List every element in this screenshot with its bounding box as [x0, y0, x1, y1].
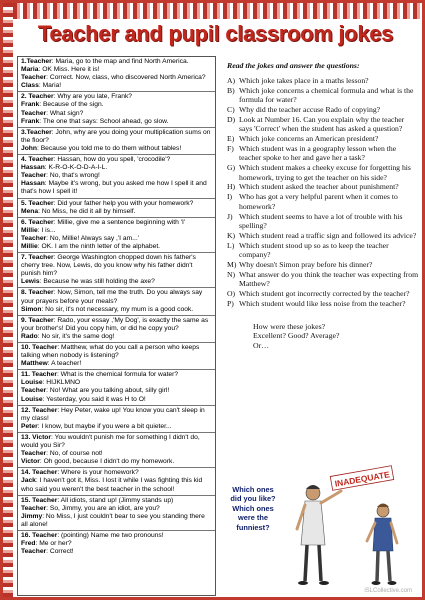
top-stripe-border: [3, 3, 422, 19]
question-item: [227, 144, 419, 163]
dialogue-text: What is the chemical formula for water?: [60, 371, 179, 379]
questions-list: [227, 76, 419, 308]
speaker-name: Peter: [21, 422, 38, 430]
dialogue-text: A teacher!: [51, 360, 82, 368]
speaker-name: John: [21, 144, 37, 152]
question-text: Which student asked the teacher about punishment?: [239, 182, 399, 192]
dialogue-text: Now, Simon, tell me the truth. Do you always say your prayers before your meals?: [21, 289, 203, 305]
speaker-name: 15. Teacher: [21, 496, 58, 504]
speaker-name: 10. Teacher: [21, 344, 58, 351]
dialogue-line: Louise: Yesterday, you said it was H to O!: [21, 395, 146, 403]
speaker-name: Louise: [21, 395, 43, 403]
dialogue-line: 15. Teacher: All idiots, stand up! (Jimmy stands up): [21, 496, 174, 504]
dialogue-text: Correct. Now, class, who discovered North America?: [49, 74, 206, 82]
joke-item: [18, 253, 215, 288]
speaker-name: Teacher: [21, 548, 47, 556]
question-text: Why doesn't Simon pray before his dinner?: [239, 259, 373, 269]
teacher-figure: [297, 485, 341, 585]
speaker-name: Hassan: [21, 164, 45, 172]
joke-item: [18, 316, 215, 343]
question-letter: C): [227, 105, 235, 115]
dialogue-text: No Miss, he did it all by himself.: [41, 207, 136, 215]
dialogue-text: Millie, give me a sentence beginning with 'I': [57, 218, 186, 226]
dialogue-text: Hassan, how do you spell, 'crocodile'?: [57, 156, 171, 164]
dialogue-text: Because he was still holding the axe?: [43, 278, 155, 286]
dialogue-line: Teacher: No, that's wrong!: [21, 172, 100, 180]
dialogue-line: 11. Teacher: What is the chemical formula for water?: [21, 371, 179, 379]
dialogue-line: Simon: No sir, it's not necessary, my mum is a good cook.: [21, 305, 194, 313]
speaker-name: Simon: [21, 305, 42, 313]
teacher-student-illustration: [279, 463, 419, 588]
joke-item: [18, 370, 215, 405]
question-text: Which student seems to have a lot of trouble with his spelling?: [239, 211, 403, 230]
dialogue-text: George Washington chopped down his father's cherry tree. Now, Lewis, do you know why his father didn't punish him?: [21, 254, 196, 278]
question-item: [227, 289, 419, 298]
joke-item: [18, 531, 215, 557]
dialogue-line: 1.Teacher: Maria, go to the map and find North America.: [21, 58, 189, 65]
dialogue-text: John, why are you doing your multiplication sums on the floor?: [21, 128, 211, 144]
question-item: [227, 76, 419, 85]
question-item: [227, 212, 419, 231]
dialogue-text: You wouldn't punish me for something I didn't do, would you Sir?: [21, 433, 200, 450]
speaker-name: Teacher: [21, 172, 47, 180]
speaker-name: Frank: [21, 101, 40, 109]
dialogue-text: No! What are you talking about, silly girl!: [49, 387, 170, 395]
speaker-name: Millie: [21, 242, 38, 250]
joke-item: [18, 92, 215, 127]
dialogue-text: Why are you late, Frank?: [57, 93, 133, 101]
question-letter: B): [227, 85, 235, 95]
question-letter: D): [227, 114, 236, 124]
speaker-name: Hassan: [21, 180, 45, 188]
joke-item: [18, 343, 215, 370]
speaker-name: 13. Victor: [21, 433, 51, 441]
question-text: Which student stood up so as to keep the teacher company?: [239, 240, 389, 259]
speaker-name: 16. Teacher: [21, 531, 58, 539]
speaker-name: 2. Teacher: [21, 93, 54, 101]
dialogue-text: Did your father help you with your homework?: [57, 199, 194, 207]
dialogue-line: 4. Teacher: Hassan, how do you spell, 'crocodile'?: [21, 156, 171, 164]
dialogue-line: Teacher: What sign?: [21, 109, 84, 117]
dialogue-line: 8. Teacher: Now, Simon, tell me the truth. Do you always say your prayers before your meals?: [21, 289, 203, 305]
speaker-name: Maria: [21, 66, 39, 74]
dialogue-text: Because you told me to do them without tables!: [40, 144, 182, 152]
dialogue-line: Teacher: No, of course not!: [21, 450, 103, 458]
joke-item: [18, 218, 215, 253]
speaker-name: Millie: [21, 226, 38, 234]
dialogue-line: 6. Teacher: Millie, give me a sentence beginning with 'I': [21, 218, 186, 226]
joke-item: [18, 468, 215, 495]
dialogue-line: John: Because you told me to do them without tables!: [21, 144, 182, 152]
dialogue-text: Yesterday, you said it was H to O!: [46, 395, 146, 403]
speaker-name: Jimmy: [21, 512, 43, 520]
dialogue-text: No sir, it's not necessary, my mum is a good cook.: [45, 305, 194, 313]
dialogue-text: No, of course not!: [49, 450, 103, 458]
joke-item: [18, 433, 215, 468]
dialogue-text: Where is your homework?: [61, 469, 139, 477]
questions-panel: [227, 61, 419, 350]
speaker-name: Frank: [21, 117, 40, 125]
dialogue-line: Teacher: So, Jimmy, you are an idiot, are you?: [21, 504, 160, 512]
dialogue-line: Class: Maria!: [21, 82, 62, 90]
dialogue-line: Teacher: Correct. Now, class, who discovered North America?: [21, 74, 206, 82]
joke-item: [18, 199, 215, 218]
question-item: [227, 192, 419, 211]
speaker-name: Teacher: [21, 387, 47, 395]
dialogue-text: K-R-O-K-O-D-A-I-L.: [48, 164, 108, 172]
dialogue-text: I haven't got it, Miss. I lost it while I was fighting this kid who said you weren't the best teacher in the school!: [21, 477, 203, 493]
speaker-name: 12. Teacher: [21, 406, 58, 414]
dialogue-line: Teacher: No! What are you talking about, silly girl!: [21, 387, 170, 395]
dialogue-line: Jack: I haven't got it, Miss. I lost it while I was fighting this kid who said you weren't the best teacher in the school!: [21, 477, 203, 493]
dialogue-text: No, Millie! Always say ,'I am...': [49, 234, 140, 242]
speaker-name: 3.Teacher: [21, 128, 52, 136]
speaker-name: Lewis: [21, 278, 40, 286]
rating-line: Or…: [253, 340, 270, 350]
instructions: Read the jokes and answer the questions:: [227, 61, 360, 70]
dialogue-line: 12. Teacher: Hey Peter, wake up! You know you can't sleep in my class!: [21, 406, 205, 422]
rating-prompt: [253, 322, 419, 350]
dialogue-line: 5. Teacher: Did your father help you with your homework?: [21, 199, 194, 207]
dialogue-text: Maria!: [42, 82, 62, 90]
question-text: Which student got incorrectly corrected by the teacher?: [239, 288, 410, 298]
dialogue-line: 3.Teacher: John, why are you doing your multiplication sums on the floor?: [21, 128, 211, 144]
joke-item: [18, 128, 215, 155]
question-item: [227, 231, 419, 240]
dialogue-line: 16. Teacher: (pointing) Name me two pronouns!: [21, 531, 164, 539]
dialogue-text: So, Jimmy, you are an idiot, are you?: [49, 504, 160, 512]
dialogue-line: 10. Teacher: Matthew, what do you call a person who keeps talking when nobody is listening?: [21, 344, 200, 360]
dialogue-text: All idiots, stand up! (Jimmy stands up): [60, 496, 174, 504]
speaker-name: Rado: [21, 332, 38, 340]
dialogue-text: I is...: [41, 226, 56, 234]
dialogue-line: Maria: OK Miss. Here it is!: [21, 66, 100, 74]
speaker-name: 6. Teacher: [21, 218, 54, 226]
student-figure: [367, 504, 397, 586]
dialogue-line: Mena: No Miss, he did it all by himself.: [21, 207, 136, 215]
question-letter: E): [227, 134, 235, 144]
question-text: Which joke concerns a chemical formula and what is the formula for water?: [239, 85, 414, 105]
question-letter: J): [227, 211, 233, 221]
question-item: [227, 270, 419, 289]
dialogue-line: Jimmy: No Miss, I just couldn't bear to see you standing there all alone!: [21, 512, 205, 528]
speaker-name: Fred: [21, 540, 36, 548]
speaker-name: 7. Teacher: [21, 254, 54, 262]
question-text: What answer do you think the teacher was expecting from Matthew?: [239, 269, 419, 288]
question-letter: A): [227, 76, 236, 85]
dialogue-line: 14. Teacher: Where is your homework?: [21, 469, 139, 477]
dialogue-line: Millie: OK. I am the ninth letter of the alphabet.: [21, 242, 161, 250]
question-letter: G): [227, 163, 236, 173]
question-letter: H): [227, 182, 236, 192]
dialogue-text: Rado, your essay ,'My Dog', is exactly the same as your brother's! Did you copy him, or did he copy you?: [21, 316, 209, 332]
question-letter: M): [227, 259, 237, 269]
question-item: [227, 134, 419, 143]
speaker-name: Class: [21, 82, 39, 90]
dialogue-text: Maybe it's wrong, but you asked me how I spell it and that's how I spell it!: [21, 180, 207, 196]
dialogue-text: Oh good, because I didn't do my homework.: [43, 458, 175, 466]
dialogue-line: Frank: Because of the sign.: [21, 101, 104, 109]
dialogue-text: OK. I am the ninth letter of the alphabet.: [41, 242, 161, 250]
rating-line: How were these jokes?: [253, 322, 326, 332]
page-title: Teacher and pupil classroom jokes: [37, 21, 394, 46]
speaker-name: 9. Teacher: [21, 316, 54, 324]
joke-item: [18, 496, 215, 531]
speaker-name: 1.Teacher: [21, 58, 52, 65]
speaker-name: Teacher: [21, 74, 47, 82]
question-letter: N): [227, 269, 236, 279]
dialogue-line: Victor: Oh good, because I didn't do my homework.: [21, 458, 175, 466]
dialogue-text: Me or her?: [39, 540, 72, 548]
question-text: Which student would like less noise from the teacher?: [239, 298, 406, 308]
dialogue-text: Maria, go to the map and find North America.: [55, 58, 189, 65]
question-item: [227, 241, 419, 260]
joke-item: [18, 288, 215, 315]
speaker-name: Teacher: [21, 504, 47, 512]
question-item: [227, 182, 419, 191]
speaker-name: 8. Teacher: [21, 289, 54, 297]
dialogue-text: Matthew, what do you call a person who keeps talking when nobody is listening?: [21, 344, 200, 360]
speaker-name: Teacher: [21, 450, 47, 458]
question-letter: L): [227, 240, 235, 250]
question-text: Which student was in a geography lesson when the teacher spoke to her and gave her a task?: [239, 144, 397, 163]
dialogue-text: Correct!: [49, 548, 74, 556]
question-item: [227, 115, 419, 134]
speaker-name: 11. Teacher: [21, 371, 57, 379]
speaker-name: Matthew: [21, 360, 48, 368]
question-letter: P): [227, 298, 234, 308]
speaker-name: Teacher: [21, 234, 47, 242]
speaker-name: 4. Teacher: [21, 156, 54, 164]
dialogue-line: 13. Victor: You wouldn't punish me for something I didn't do, would you Sir?: [21, 433, 200, 450]
speaker-name: Mena: [21, 207, 39, 215]
speaker-name: Victor: [21, 458, 40, 466]
dialogue-line: Rado: No sir, it's the same dog!: [21, 332, 115, 340]
dialogue-text: Hey Peter, wake up! You know you can't sleep in my class!: [21, 406, 205, 422]
dialogue-line: Teacher: No, Millie! Always say ,'I am...': [21, 234, 140, 242]
dialogue-line: 7. Teacher: George Washington chopped down his father's cherry tree. Now, Lewis, do you know why his father didn't punish him?: [21, 254, 196, 278]
dialogue-line: Peter: I know, but maybe if you were a bit quieter...: [21, 422, 172, 430]
dialogue-line: Frank: The one that says: School ahead, go slow.: [21, 117, 169, 125]
dialogue-line: Matthew: A teacher!: [21, 360, 82, 368]
rating-line: Excellent? Good? Average?: [253, 331, 340, 341]
dialogue-text: OK Miss. Here it is!: [42, 66, 100, 74]
question-letter: K): [227, 230, 236, 240]
question-text: Which joke takes place in a maths lesson?: [239, 76, 369, 85]
dialogue-text: No sir, it's the same dog!: [41, 332, 115, 340]
question-text: Which student makes a cheeky excuse for forgetting his homework, trying to get the teacher on his side?: [239, 163, 411, 182]
question-text: Which joke concerns an American president?: [239, 134, 379, 144]
question-text: Which student read a traffic sign and followed its advice?: [239, 230, 417, 240]
question-text: Look at Number 16. Can you explain why the teacher says 'Correct' when the student has asked a question?: [239, 114, 405, 134]
sign-text: INADEQUATE: [333, 469, 391, 489]
dialogue-line: Lewis: Because he was still holding the axe?: [21, 278, 155, 286]
dialogue-text: The one that says: School ahead, go slow.: [42, 117, 169, 125]
dialogue-text: (pointing) Name me two pronouns!: [61, 531, 164, 539]
jokes-box: [17, 56, 216, 596]
question-text: Who has got a very helpful parent when it comes to homework?: [239, 192, 398, 211]
speaker-name: Jack: [21, 477, 36, 485]
dialogue-line: 2. Teacher: Why are you late, Frank?: [21, 93, 133, 101]
dialogue-line: 9. Teacher: Rado, your essay ,'My Dog', is exactly the same as your brother's! Did you copy him, or did he copy you?: [21, 316, 209, 332]
question-item: [227, 86, 419, 105]
speaker-name: 5. Teacher: [21, 199, 54, 207]
dialogue-text: HIJKLMNO: [46, 379, 81, 387]
question-letter: I): [227, 192, 233, 202]
inadequate-sign: [330, 466, 393, 491]
joke-item: [18, 406, 215, 433]
dialogue-line: Teacher: Correct!: [21, 548, 74, 556]
speaker-name: 14. Teacher: [21, 469, 58, 477]
speaker-name: Louise: [21, 379, 43, 387]
dialogue-text: Because of the sign.: [42, 101, 104, 109]
dialogue-line: Louise: HIJKLMNO: [21, 379, 81, 387]
dialogue-line: Hassan: K-R-O-K-O-D-A-I-L.: [21, 164, 108, 172]
dialogue-text: No, that's wrong!: [49, 172, 100, 180]
dialogue-text: What sign?: [49, 109, 84, 117]
dialogue-line: Millie: I is...: [21, 226, 56, 234]
site-watermark: iSLCollective.com: [364, 588, 412, 594]
dialogue-text: I know, but maybe if you were a bit quieter...: [41, 422, 172, 430]
favourite-question: Which ones did you like? Which ones were the funniest?: [230, 485, 276, 532]
dialogue-text: No Miss, I just couldn't bear to see you standing there all alone!: [21, 512, 205, 528]
dialogue-line: Hassan: Maybe it's wrong, but you asked me how I spell it and that's how I spell it!: [21, 180, 207, 196]
joke-item: [18, 155, 215, 198]
left-stripe-border: [3, 3, 13, 597]
joke-item: [18, 57, 215, 92]
question-item: [227, 260, 419, 269]
question-item: [227, 105, 419, 114]
question-letter: O): [227, 288, 236, 298]
question-item: [227, 163, 419, 182]
question-letter: F): [227, 144, 234, 154]
question-text: Why did the teacher accuse Rado of copying?: [239, 105, 381, 115]
dialogue-line: Fred: Me or her?: [21, 540, 72, 548]
question-item: [227, 299, 419, 308]
speaker-name: Teacher: [21, 109, 47, 117]
